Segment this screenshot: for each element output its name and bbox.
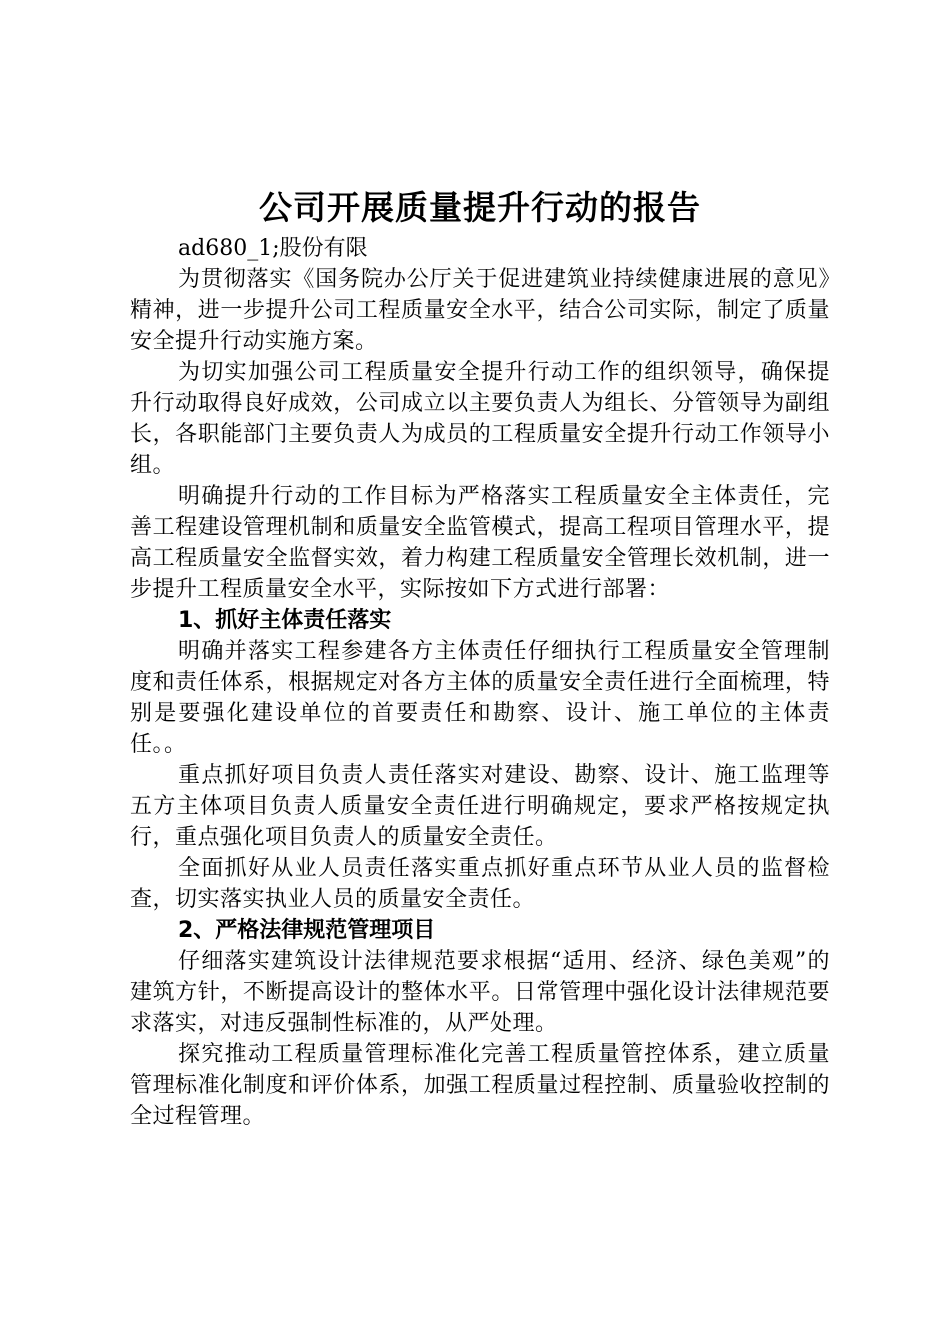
paragraph: 明确并落实工程参建各方主体责任仔细执行工程质量安全管理制度和责任体系，根据规定对各方主体的质量安全责任进行全面梳理，特别是要强化建设单位的首要责任和勘察、设计、施工单位的主体责任。。 (130, 639, 830, 757)
section-heading-2: 2、严格法律规范管理项目 (178, 918, 436, 943)
paragraph: 探究推动工程质量管理标准化完善工程质量管控体系，建立质量管理标准化制度和评价体系，加强工程质量过程控制、质量验收控制的全过程管理。 (130, 1042, 830, 1129)
paragraph-intro: 为贯彻落实《国务院办公厅关于促进建筑业持续健康进展的意见》精神，进一步提升公司工程质量安全水平，结合公司实际，制定了质量安全提升行动实施方案。 (130, 267, 830, 354)
paragraph-leadership: 为切实加强公司工程质量安全提升行动工作的组织领导，确保提升行动取得良好成效，公司成立以主要负责人为组长、分管领导为副组长，各职能部门主要负责人为成员的工程质量安全提升行动工作领导小组。 (130, 360, 830, 478)
paragraph: 仔细落实建筑设计法律规范要求根据“适用、经济、绿色美观”的建筑方针，不断提高设计的整体水平。日常管理中强化设计法律规范要求落实，对违反强制性标准的，从严处理。 (130, 949, 830, 1036)
paragraph: 全面抓好从业人员责任落实重点抓好重点环节从业人员的监督检查，切实落实执业人员的质量安全责任。 (130, 856, 830, 912)
paragraph-goals: 明确提升行动的工作目标为严格落实工程质量安全主体责任，完善工程建设管理机制和质量安全监管模式，提高工程项目管理水平，提高工程质量安全监督实效，着力构建工程质量安全管理长效机制，进一步提升工程质量安全水平，实际按如下方式进行部署： (130, 484, 830, 602)
paragraph: 重点抓好项目负责人责任落实对建设、勘察、设计、施工监理等五方主体项目负责人质量安全责任进行明确规定，要求严格按规定执行，重点强化项目负责人的质量安全责任。 (130, 763, 830, 850)
document-title: 公司开展质量提升行动的报告 (259, 188, 701, 227)
section-heading-1: 1、抓好主体责任落实 (178, 608, 392, 633)
company-name: ad680_1;股份有限 (178, 236, 368, 261)
document-page (130, 186, 830, 1132)
